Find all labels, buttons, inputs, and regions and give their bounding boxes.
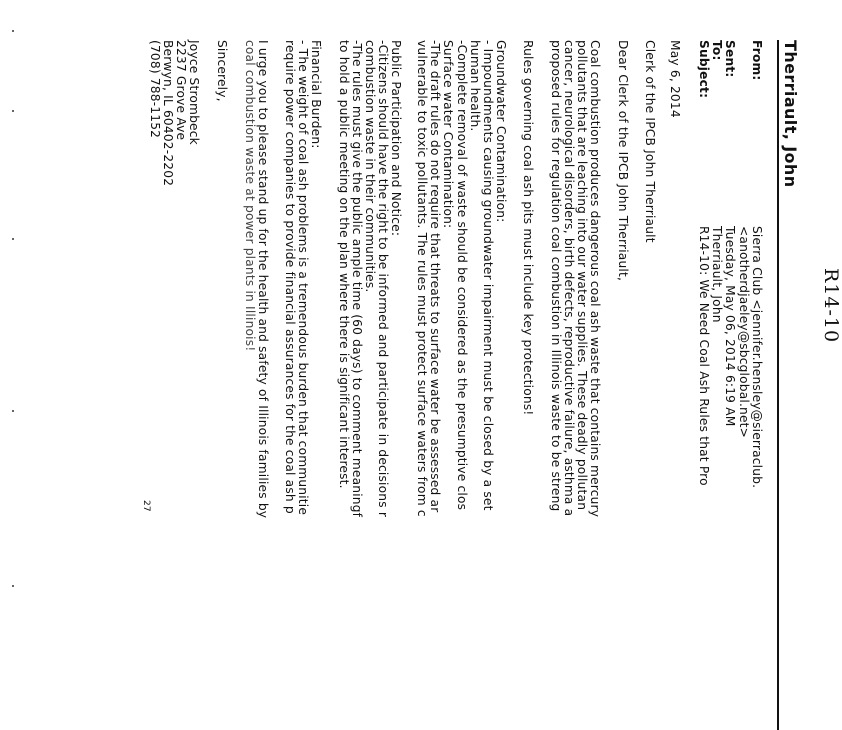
field-label-from: From: <box>750 40 764 81</box>
field-label-to: To: <box>710 40 724 61</box>
public-heading: Public Participation and Notice: <box>389 40 403 237</box>
field-value-from-email: <anotherdjaeley@sbcglobal.net> <box>737 226 751 439</box>
financial-line: - The weight of coal ash problems is a tremendous burden that communitie <box>296 40 310 516</box>
rotated-email-page <box>110 40 842 610</box>
financial-heading: Financial Burden: <box>309 40 323 149</box>
field-label-subject: Subject: <box>697 40 711 99</box>
surface-line: -The draft rules do not require that threats to surface water be assessed ar <box>428 40 442 513</box>
page-number: 27 <box>141 500 151 512</box>
public-line: combustion waste in their communities. <box>363 40 377 293</box>
docket-number: R14-10 <box>820 268 842 344</box>
scan-speck <box>12 238 14 240</box>
closing-line: I urge you to please stand up for the health and safety of Illinois families by <box>256 40 270 519</box>
intro-line: Coal combustion produces dangerous coal ash waste that contains mercury <box>588 40 602 518</box>
scan-speck <box>12 585 14 587</box>
header-rule <box>777 40 779 730</box>
letter-date: May 6, 2014 <box>668 40 682 118</box>
groundwater-line: - Impoundments causing groundwater impairment must be closed by a set <box>481 40 495 511</box>
financial-line: require power companies to provide financial assurances for the coal ash p <box>283 40 297 514</box>
letter-addressee: Clerk of the IPCB John Therriault <box>643 40 657 243</box>
signoff: Sincerely, <box>215 40 229 102</box>
intro-line: pollutants that are leaching into our water supplies. These deadly pollutan <box>575 40 589 511</box>
rules-line: Rules governing coal ash pits must include key protections! <box>521 40 535 416</box>
field-value-sent: Tuesday, May 06, 2014 6:19 AM <box>723 226 737 427</box>
surface-line: vulnerable to toxic pollutants. The rules must protect surface waters from c <box>415 40 429 517</box>
field-value-to: Therriault, John <box>710 226 724 323</box>
scan-speck <box>12 110 14 112</box>
public-line: -The rules must give the public ample time (60 days) to comment meaningf <box>350 40 364 518</box>
signature-street: 2237 Grove Ave <box>174 40 188 141</box>
intro-line: proposed rules for regulation coal combustion in Illinois waste to be streng <box>549 40 563 512</box>
signature-city: Berwyn, IL 60402-2202 <box>161 40 175 187</box>
signature-name: Joyce Strombeck <box>187 40 201 145</box>
signature-phone: (708) 788-1152 <box>148 40 162 139</box>
surface-heading: Surface water Contamination: <box>441 40 455 229</box>
public-line: to hold a public meeting on the plan where there is significant interest. <box>337 40 351 489</box>
letter-salutation: Dear Clerk of the IPCB John Therriault, <box>616 40 630 282</box>
page-title: Therriault, John <box>781 40 800 188</box>
groundwater-line: human health. <box>468 40 482 132</box>
groundwater-line: -Complete removal of waste should be considered as the presumptive clos <box>455 40 469 511</box>
field-label-sent: Sent: <box>723 40 737 78</box>
closing-line-faded: coal combustion waste at power plants in Illinois! <box>243 40 257 352</box>
groundwater-heading: Groundwater Contamination: <box>494 40 508 223</box>
intro-line: cancer, neurological disorders, birth defects, reproductive failure, asthma a <box>562 40 576 517</box>
field-value-subject: R14-10: We Need Coal Ash Rules that Pro <box>697 226 711 486</box>
scan-speck <box>12 30 14 32</box>
scan-speck <box>12 410 14 412</box>
public-line: -Citizens should have the right to be informed and participate in decisions r <box>376 40 390 518</box>
field-value-from: Sierra Club <jennifer.hensley@sierraclub. <box>750 226 764 489</box>
